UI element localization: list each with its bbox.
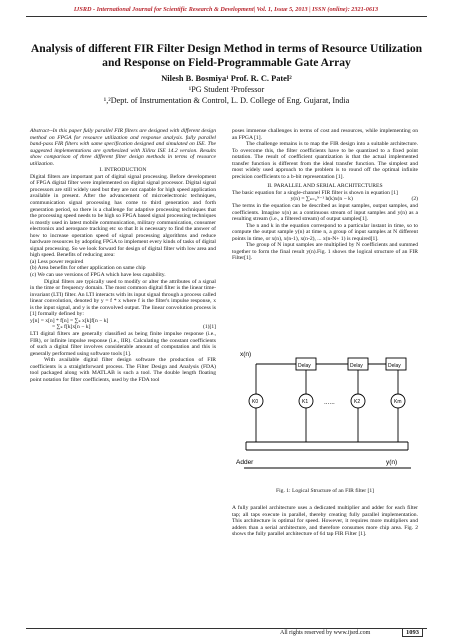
- paragraph: With available digital filter design software the production of FIR coefficients is a straightforward process. The Filter Design and Analysis (FDA) tool packaged along with MATLAB is such a tool. The double length floating point notation for filter coefficients, used by the FDA tool: [30, 357, 216, 383]
- footer-rule: [26, 628, 427, 629]
- output-label: y(n): [386, 459, 398, 466]
- equation-2-number: (2): [411, 196, 418, 203]
- delay-label: Delay: [350, 363, 363, 369]
- equation-1-number: (1)[1]: [202, 324, 216, 331]
- list-item: (a) Less power required: [30, 258, 84, 265]
- paragraph: A fully parallel architecture uses a dedicated multiplier and adder for each filter tap; all taps execute in parallel, thereby creating fully parallel implementation. This architecture is optimal for speed. However, it requires more multipliers and adders than a serial architecture, and therefore consumes more chip area. Fig. 2 shows the fully parallel architecture of 64 tap FIR Filter [1].: [232, 505, 418, 538]
- page-number: 1093: [402, 628, 423, 637]
- abstract: Abstract--In this paper fully parallel FIR filters are designed with different design method on FPGA for resource utilization and response analysis. fully parallel band-pass FIR filters with same specification designed and simulated on ISE. The suggested implementations are synthesized with Xilinx ISE 14.2 version. Results show comparison of three different filter design methods in terms of resource utilization.: [30, 128, 216, 167]
- list-item: (c) We can use versions of FPGA which have less capability.: [30, 272, 166, 279]
- section-heading-architectures: II. PARALLEL AND SERIAL ARCHITECTURES: [267, 183, 383, 190]
- coeff-label: K0: [252, 399, 259, 405]
- figure-caption: Fig. 1: Logical Structure of an FIR filter [1]: [275, 488, 375, 494]
- authors: Nilesh B. Bosmiya¹ Prof. R. C. Patel²: [161, 74, 292, 83]
- coeff-label: Km: [394, 399, 402, 405]
- affiliation-roles: ¹PG Student ²Professor: [188, 85, 265, 94]
- delay-label: Delay: [298, 363, 311, 369]
- journal-header: IJSRD - International Journal for Scientific Research & Development| Vol. 1, Issue 5, 2013 | ISSN (online): 2321-0613: [73, 6, 379, 13]
- paragraph: The n and k in the equation correspond to a particular instant in time, so to compute the output sample y(n) at time n, a group of input samples at N different points in time, or x(n), x(n-1), x(n-2), ... x(n-N+ 1) is required[1].: [232, 222, 418, 242]
- list-item: (b) Area benefits for other application on same chip: [30, 265, 146, 272]
- left-column: [30, 128, 216, 383]
- footer-text: All rights reserved by www.ijsrd.com: [280, 630, 371, 636]
- paragraph: The challenge remains is to map the FIR design into a suitable architecture. To overcome this, the filter coefficients have to be quantized to a fixed point notation. The result of coefficient quantization is that the actual implemented transfer function is different from the ideal transfer function. The simplest and most widely used approach to the problem is to round off the optimal infinite precision coefficients to a b-bit representation [1].: [232, 141, 418, 180]
- paragraph: poses immense challenges in terms of cost and resources, while implementing on an FPGA [1].: [232, 128, 418, 141]
- paragraph: Digital filters are important part of digital signal processing. Before development of FPGA digital filter were implemented on digital signal processor. Digital signal processors are still widely used but they are not capable for high speed application available in present. After the advancement of microelectronic techniques, communication signal processing has come to third generation and forth generation period, so there is a challenge for adaptive processing techniques that the processing speed needs to be high so FPGA based signal processing techniques is mostly used in latest mobile communication, military communication, consumer electronics and aerospace tracking etc so that It is necessary to find the answer of how to increase operation speed of signal processing algorithms and reduce hardware resources by adopting FPGA to implement every kinds of tasks of digital signal processing. So we look forward for design of digital filter with low area and high speed. Benefits of reducing area:: [30, 173, 216, 259]
- input-label: x(n): [240, 351, 252, 358]
- fir-structure-diagram: [236, 342, 416, 482]
- equation-1b-text: = ∑ₖ f[k]x[n − k]: [52, 324, 91, 331]
- coeff-label: K1: [302, 399, 309, 405]
- section-heading-introduction: I. INTRODUCTION: [99, 167, 147, 174]
- right-column: [232, 128, 418, 262]
- paragraph: Digital filters are typically used to modify or alter the attributes of a signal in the time or frequency domain. The most common digital filter is the linear time-invariant (LTI) filter. An LTI interacts with its input signal through a process called linear convolution, denoted by y = f * x where f is the filter's impulse response, x is the input signal, and y is the convolved output. The linear convolution process is [1] formally defined by:: [30, 278, 216, 318]
- paragraph: LTI digital filters are generally classified as being finite impulse response (i.e., FIR), or infinite impulse response (i.e., IIR). Calculating the constant coefficients of such a digital filter involves considerable amount of computation and this is generally performed using software tools [1].: [30, 330, 216, 357]
- ellipsis: ......: [324, 399, 335, 406]
- delay-label: Delay: [388, 363, 401, 369]
- equation-1a: y[n] = x[n] * f[n] = ∑ₖ x[k]f[n − k]: [30, 317, 109, 324]
- coeff-label: K2: [354, 399, 361, 405]
- paper-title: Analysis of different FIR Filter Design Method in terms of Resource Utilization and Response on Field-Programmable Gate Array: [30, 42, 423, 69]
- equation-2-text: y(n) = ∑ₖ₌₀ᴺ⁻¹ h(k)x(n − k): [290, 196, 353, 203]
- affiliation-dept: ¹,²Dept. of Instrumentation & Control, L. D. College of Eng. Gujarat, India: [103, 96, 350, 105]
- paragraph: The group of N input samples are multiplied by N coefficients and summed together to form the final result y(n).Fig. 1 shows the logical structure of an FIR Filter[1].: [232, 242, 418, 262]
- paragraph: The terms in the equation can be described as input samples, output samples, and coefficients. Imagine x(n) as a continuous stream of input samples and y(n) as a resulting stream (i.e., a filtered stream) of output samples[1].: [232, 203, 418, 223]
- adder-label: Adder: [236, 459, 254, 466]
- header-rule: [26, 16, 427, 17]
- paragraph: The basic equation for a single-channel FIR filter is shown in equation [1]: [232, 189, 398, 196]
